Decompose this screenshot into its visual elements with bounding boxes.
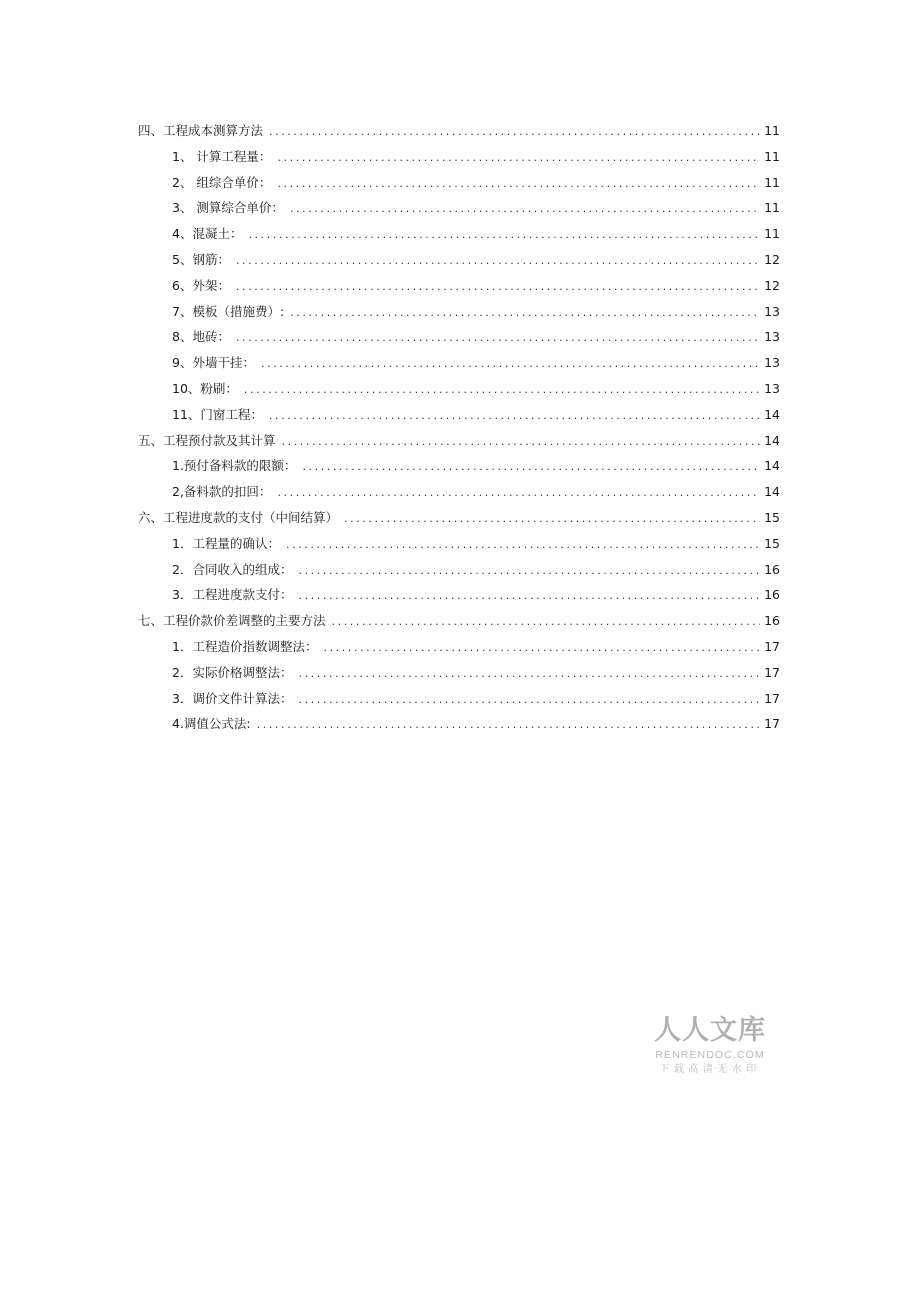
toc-entry-title: 1．工程造价指数调整法： <box>172 638 318 654</box>
toc-entry-title: 1、 计算工程量： <box>172 148 272 164</box>
toc-entry-title: 10、粉刷： <box>172 380 238 396</box>
toc-dot-leader <box>269 403 760 429</box>
toc-page-number: 13 <box>764 303 780 319</box>
toc-page-number: 12 <box>764 277 780 293</box>
toc-page-number: 12 <box>764 251 780 267</box>
toc-dot-leader <box>298 558 760 584</box>
toc-subsection-entry[interactable] <box>138 453 780 479</box>
toc-entry-title: 2、 组综合单价： <box>172 174 272 190</box>
toc-subsection-entry[interactable] <box>138 531 780 557</box>
toc-dot-leader <box>302 454 760 480</box>
toc-entry-title: 6、外架： <box>172 277 230 293</box>
toc-dot-leader <box>277 145 760 171</box>
toc-entry-title: 2,备料款的扣回： <box>172 484 272 500</box>
toc-entry-title: 五、工程预付款及其计算 <box>138 432 276 448</box>
toc-subsection-entry[interactable] <box>138 170 780 196</box>
toc-page-number: 13 <box>764 355 780 371</box>
toc-page-number: 14 <box>764 484 780 500</box>
watermark-title: 人人文库 <box>654 1015 766 1046</box>
toc-page-number: 17 <box>764 638 780 654</box>
toc-subsection-entry[interactable] <box>138 582 780 608</box>
toc-dot-leader <box>236 325 760 351</box>
watermark-subtitle: 下载高清无水印 <box>659 1064 761 1075</box>
toc-page-number: 14 <box>764 406 780 422</box>
toc-section-entry[interactable] <box>138 505 780 531</box>
toc-subsection-entry[interactable] <box>138 634 780 660</box>
toc-entry-title: 3．调价文件计算法： <box>172 690 293 706</box>
toc-entry-title: 5、钢筋： <box>172 251 230 267</box>
toc-subsection-entry[interactable] <box>138 557 780 583</box>
toc-dot-leader <box>290 300 760 326</box>
toc-subsection-entry[interactable] <box>138 686 780 712</box>
toc-dot-leader <box>277 480 760 506</box>
toc-entry-title: 3、 测算综合单价： <box>172 200 284 216</box>
toc-page-number: 13 <box>764 380 780 396</box>
toc-dot-leader <box>344 506 760 532</box>
toc-entry-title: 11、门窗工程： <box>172 406 263 422</box>
toc-entry-title: 3．工程进度款支付： <box>172 587 293 603</box>
toc-subsection-entry[interactable] <box>138 350 780 376</box>
toc-entry-title: 1．工程量的确认： <box>172 535 280 551</box>
toc-dot-leader <box>261 351 760 377</box>
toc-subsection-entry[interactable] <box>138 221 780 247</box>
toc-entry-title: 9、外墙干挂： <box>172 355 255 371</box>
toc-page-number: 14 <box>764 458 780 474</box>
toc-subsection-entry[interactable] <box>138 376 780 402</box>
toc-entry-title: 1.预付备料款的限额： <box>172 458 297 474</box>
toc-page-number: 17 <box>764 690 780 706</box>
toc-dot-leader <box>257 712 760 738</box>
toc-dot-leader <box>236 248 760 274</box>
toc-page-number: 16 <box>764 561 780 577</box>
toc-subsection-entry[interactable] <box>138 479 780 505</box>
toc-entry-title: 七、工程价款价差调整的主要方法 <box>138 613 326 629</box>
toc-dot-leader <box>286 532 760 558</box>
toc-dot-leader <box>236 274 760 300</box>
toc-section-entry[interactable] <box>138 118 780 144</box>
toc-page-number: 17 <box>764 716 780 732</box>
toc-entry-title: 4、混凝土： <box>172 226 243 242</box>
toc-subsection-entry[interactable] <box>138 273 780 299</box>
table-of-contents <box>138 118 780 737</box>
toc-page-number: 15 <box>764 509 780 525</box>
watermark-site: RENRENDOC.COM <box>655 1049 765 1061</box>
toc-page-number: 11 <box>764 148 780 164</box>
toc-page-number: 16 <box>764 613 780 629</box>
toc-dot-leader <box>277 171 760 197</box>
toc-page-number: 14 <box>764 432 780 448</box>
toc-page-number: 11 <box>764 200 780 216</box>
toc-dot-leader <box>298 661 760 687</box>
toc-page-number: 16 <box>764 587 780 603</box>
toc-entry-title: 2．合同收入的组成： <box>172 561 293 577</box>
toc-dot-leader <box>323 635 760 661</box>
toc-entry-title: 7、模板（措施费）: <box>172 303 285 319</box>
toc-section-entry[interactable] <box>138 608 780 634</box>
toc-page-number: 13 <box>764 329 780 345</box>
toc-subsection-entry[interactable] <box>138 324 780 350</box>
toc-page-number: 11 <box>764 226 780 242</box>
toc-page-number: 17 <box>764 664 780 680</box>
toc-page-number: 15 <box>764 535 780 551</box>
toc-subsection-entry[interactable] <box>138 660 780 686</box>
toc-subsection-entry[interactable] <box>138 402 780 428</box>
toc-entry-title: 2．实际价格调整法： <box>172 664 293 680</box>
toc-dot-leader <box>290 196 760 222</box>
toc-page-number: 11 <box>764 123 780 138</box>
toc-subsection-entry[interactable] <box>138 711 780 737</box>
toc-dot-leader <box>298 583 760 609</box>
toc-dot-leader <box>248 222 760 248</box>
toc-dot-leader <box>298 687 760 713</box>
toc-dot-leader <box>332 609 761 635</box>
toc-entry-title: 六、工程进度款的支付（中间结算） <box>138 509 339 525</box>
toc-subsection-entry[interactable] <box>138 144 780 170</box>
toc-entry-title: 四、工程成本测算方法 <box>138 123 264 138</box>
watermark-logo <box>646 1014 774 1078</box>
toc-subsection-entry[interactable] <box>138 299 780 325</box>
toc-subsection-entry[interactable] <box>138 247 780 273</box>
toc-page-number: 11 <box>764 174 780 190</box>
toc-entry-title: 4.调值公式法: <box>172 716 251 732</box>
toc-dot-leader <box>269 119 760 145</box>
toc-entry-title: 8、地砖： <box>172 329 230 345</box>
toc-subsection-entry[interactable] <box>138 195 780 221</box>
toc-dot-leader <box>244 377 760 403</box>
toc-section-entry[interactable] <box>138 428 780 454</box>
toc-dot-leader <box>282 429 761 455</box>
